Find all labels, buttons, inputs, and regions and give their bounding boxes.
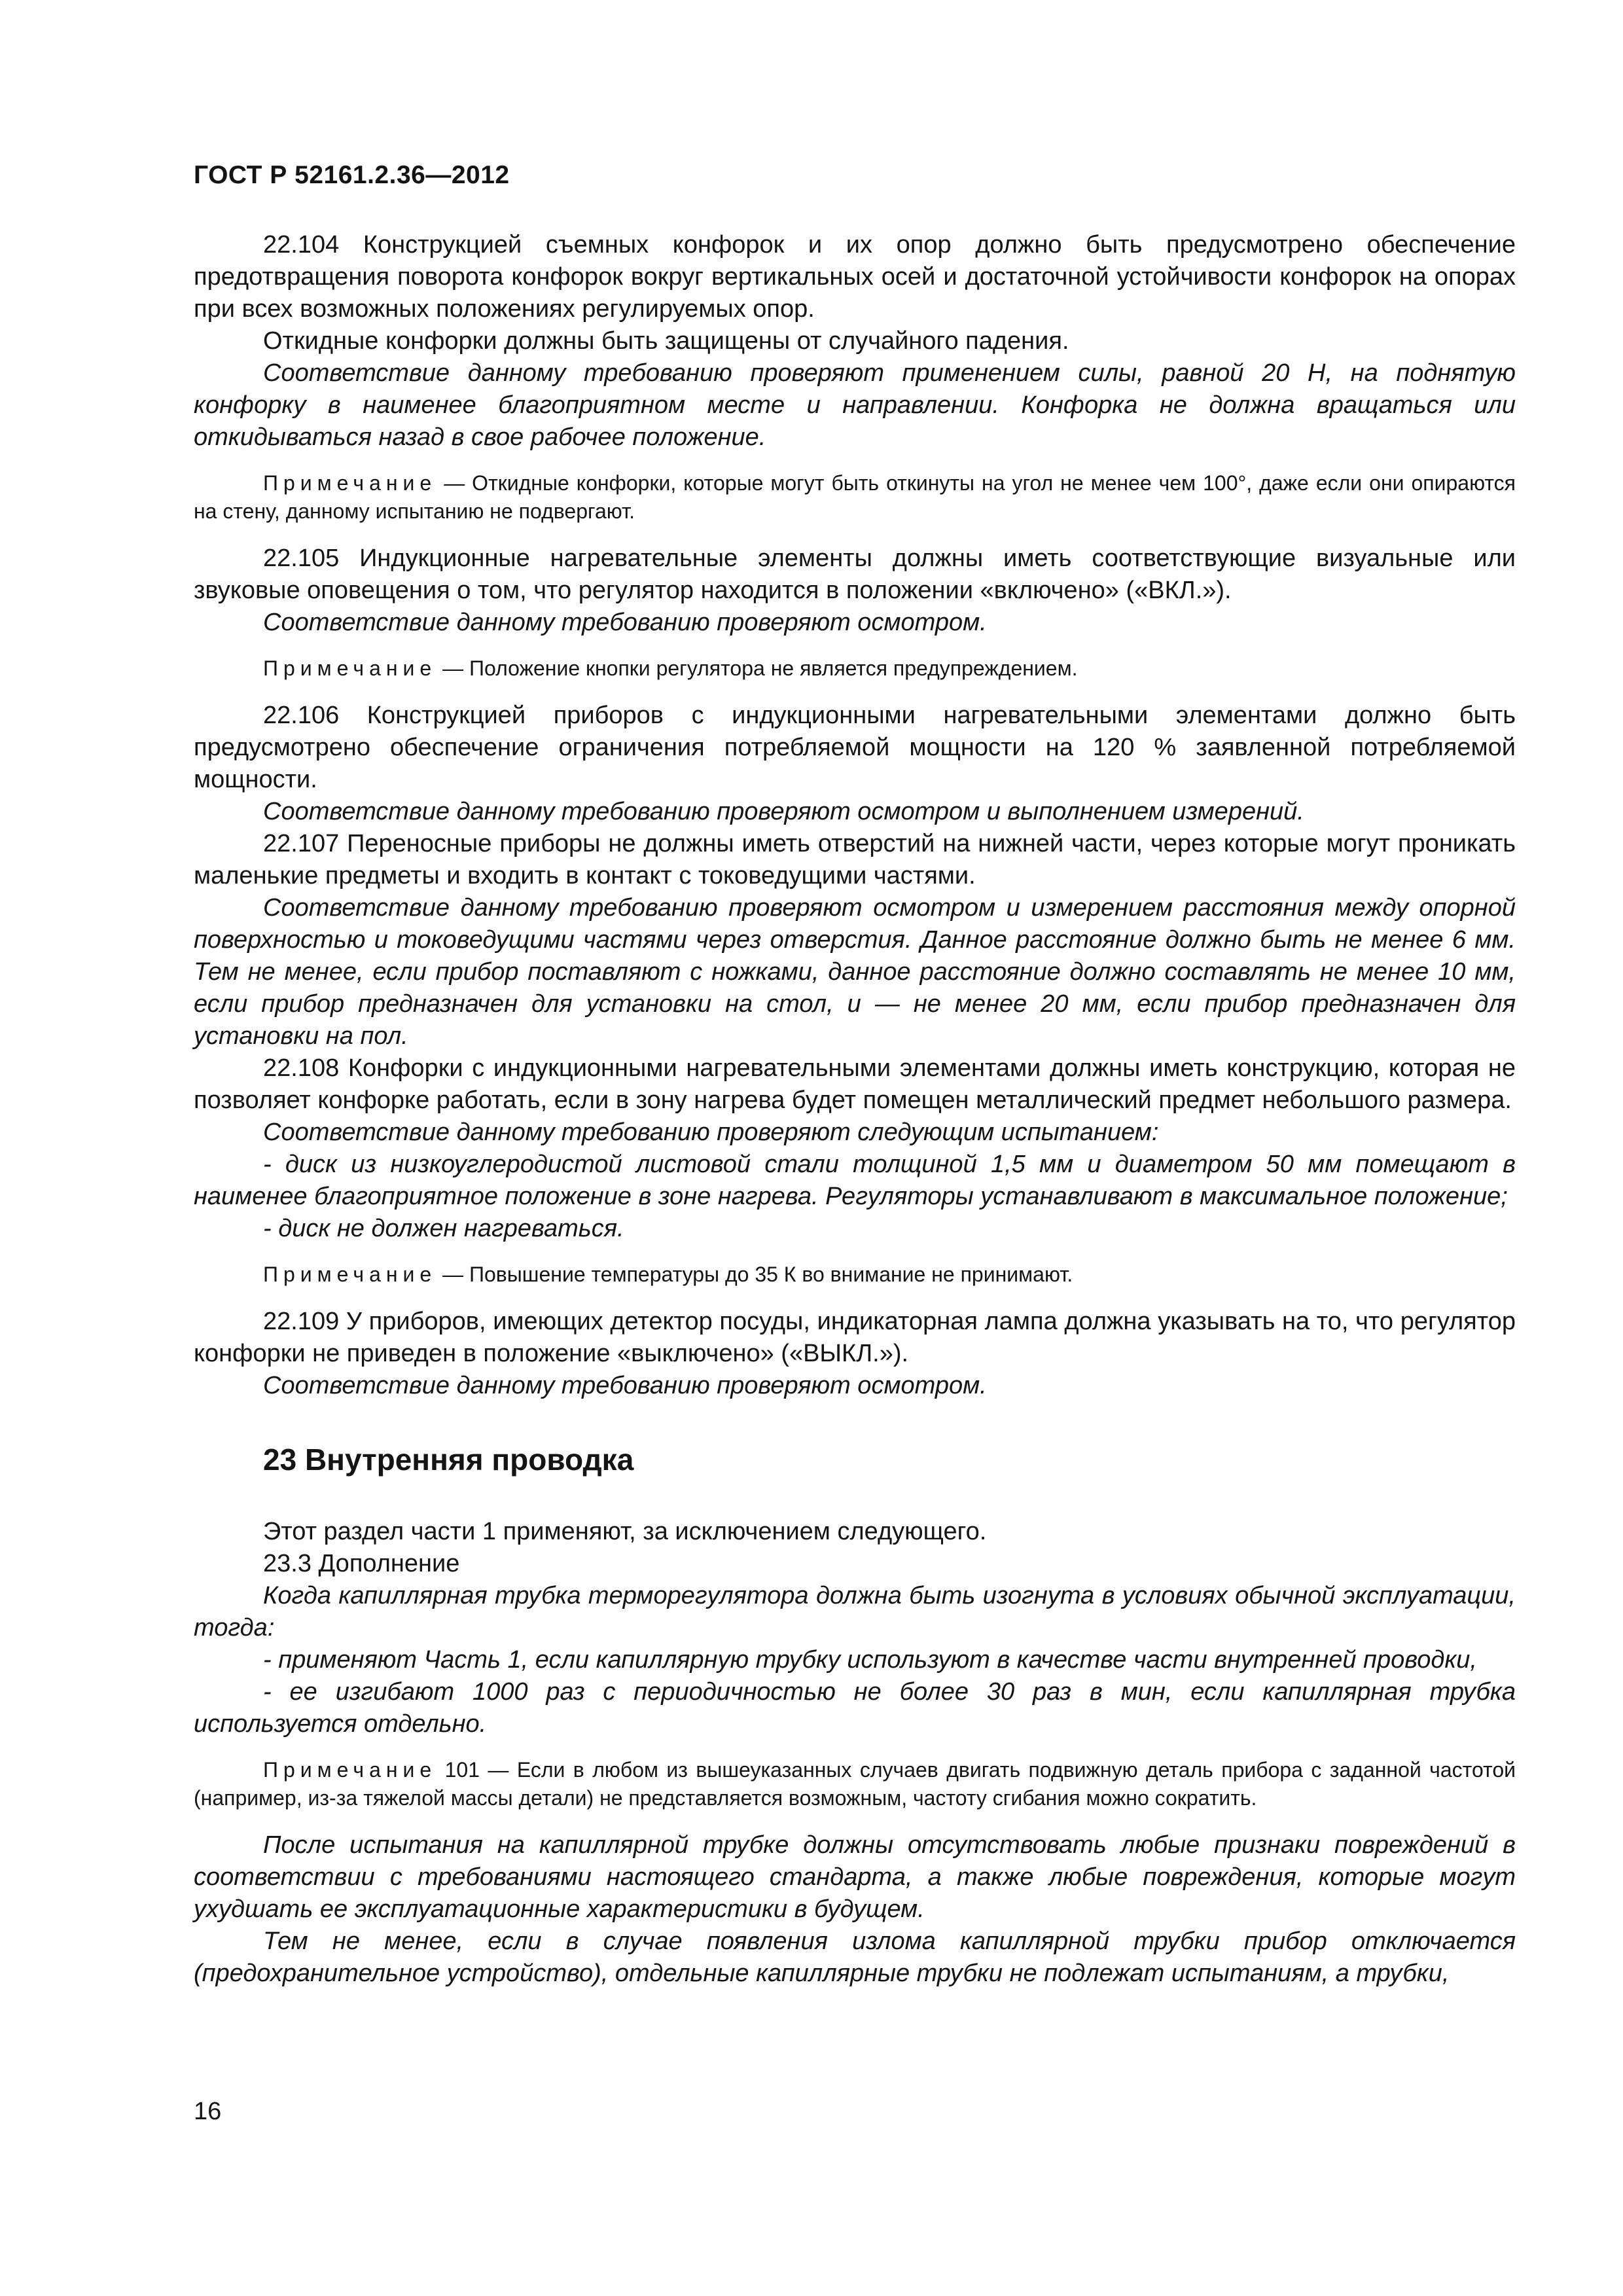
- clause-23-3: 23.3 Дополнение: [263, 1550, 460, 1577]
- note-text: 101 — Если в любом из вышеуказанных случаев двигать подвижную деталь прибора с заданной частотой (например, из-за тяжелой массы детали) не представляется возможным, частоту сгибания можно сократить.: [194, 1758, 1516, 1810]
- paragraph: Откидные конфорки должны быть защищены от случайного падения.: [263, 327, 1069, 355]
- compliance-check: Соответствие данному требованию проверяют осмотром.: [263, 609, 987, 636]
- clause-22-107: 22.107 Переносные приборы не должны иметь отверстий на нижней части, через которые могут проникать маленькие предметы и входить в контакт с токоведущими частями.: [194, 830, 1516, 889]
- note: [194, 1261, 1516, 1289]
- paragraph: После испытания на капиллярной трубке должны отсутствовать любые признаки повреждений в соответствии с требованиями настоящего стандарта, а также любые повреждения, которые могут ухудшать ее эксплуатационные характеристики в будущем.: [194, 1831, 1516, 1923]
- page-content: [194, 229, 1516, 1990]
- clause-22-106: 22.106 Конструкцией приборов с индукционными нагревательными элементами должно быть предусмотрено обеспечение ограничения потребляемой мощности на 120 % заявленной потребляемой мощности.: [194, 702, 1516, 793]
- document-code: ГОСТ Р 52161.2.36—2012: [194, 161, 510, 189]
- note-label: Примечание: [263, 471, 437, 495]
- clause-22-105: 22.105 Индукционные нагревательные элементы должны иметь соответствующие визуальные или звуковые оповещения о том, что регулятор находится в положении «включено» («ВКЛ.»).: [194, 545, 1516, 604]
- clause-22-104: 22.104 Конструкцией съемных конфорок и их опор должно быть предусмотрено обеспечение предотвращения поворота конфорок вокруг вертикальных осей и достаточной устойчивости конфорок на опорах при всех возможных положениях регулируемых опор.: [194, 231, 1516, 323]
- paragraph: Когда капиллярная трубка терморегулятора должна быть изогнута в условиях обычной эксплуатации, тогда:: [194, 1582, 1516, 1641]
- note-label: Примечание: [263, 656, 437, 680]
- note: [194, 655, 1516, 683]
- clause-22-109: 22.109 У приборов, имеющих детектор посуды, индикаторная лампа должна указывать на то, что регулятор конфорки не приведен в положение «выключено» («ВЫКЛ.»).: [194, 1308, 1516, 1367]
- paragraph: Этот раздел части 1 применяют, за исключением следующего.: [263, 1518, 987, 1545]
- compliance-check: Соответствие данному требованию проверяют осмотром.: [263, 1372, 987, 1399]
- note-text: — Откидные конфорки, которые могут быть откинуты на угол не менее чем 100°, даже если они опираются на стену, данному испытанию не подвергают.: [194, 471, 1516, 523]
- note-label: Примечание: [263, 1758, 437, 1782]
- compliance-check: Соответствие данному требованию проверяют применением силы, равной 20 Н, на поднятую конфорку в наименее благоприятном месте и направлении. Конфорка не должна вращаться или откидываться назад в свое рабочее положение.: [194, 359, 1516, 451]
- list-item: - диск из низкоуглеродистой листовой стали толщиной 1,5 мм и диаметром 50 мм помещают в наименее благоприятное положение в зоне нагрева. Регуляторы устанавливают в максимальное положение;: [194, 1151, 1516, 1210]
- compliance-check: Соответствие данному требованию проверяют осмотром и выполнением измерений.: [263, 798, 1304, 825]
- compliance-check: Соответствие данному требованию проверяют осмотром и измерением расстояния между опорной поверхностью и токоведущими частями через отверстия. Данное расстояние должно быть не менее 6 мм. Тем не менее, если прибор поставляют с ножками, данное расстояние должно составлять не менее 10 мм, если прибор предназначен для установки на стол, и — не менее 20 мм, если прибор предназначен для установки на пол.: [194, 894, 1516, 1050]
- compliance-check: Соответствие данному требованию проверяют следующим испытанием:: [263, 1119, 1159, 1146]
- note-label: Примечание: [263, 1263, 437, 1286]
- note-text: — Положение кнопки регулятора не является предупреждением.: [437, 656, 1078, 680]
- clause-22-108: 22.108 Конфорки с индукционными нагревательными элементами должны иметь конструкцию, которая не позволяет конфорке работать, если в зону нагрева будет помещен металлический предмет небольшого размера.: [194, 1054, 1516, 1114]
- note: [194, 1756, 1516, 1812]
- paragraph: Тем не менее, если в случае появления излома капиллярной трубки прибор отключается (предохранительное устройство), отдельные капиллярные трубки не подлежат испытаниям, а трубки,: [194, 1928, 1516, 1987]
- list-item: - применяют Часть 1, если капиллярную трубку используют в качестве части внутренней проводки,: [263, 1646, 1477, 1674]
- page-number: 16: [194, 2098, 222, 2125]
- list-item: - диск не должен нагреваться.: [263, 1215, 624, 1242]
- list-item: - ее изгибают 1000 раз с периодичностью не более 30 раз в мин, если капиллярная трубка используется отдельно.: [194, 1678, 1516, 1738]
- note-text: — Повышение температуры до 35 К во внимание не принимают.: [437, 1263, 1073, 1286]
- note: [194, 469, 1516, 526]
- section-heading: 23 Внутренняя проводка: [263, 1443, 634, 1477]
